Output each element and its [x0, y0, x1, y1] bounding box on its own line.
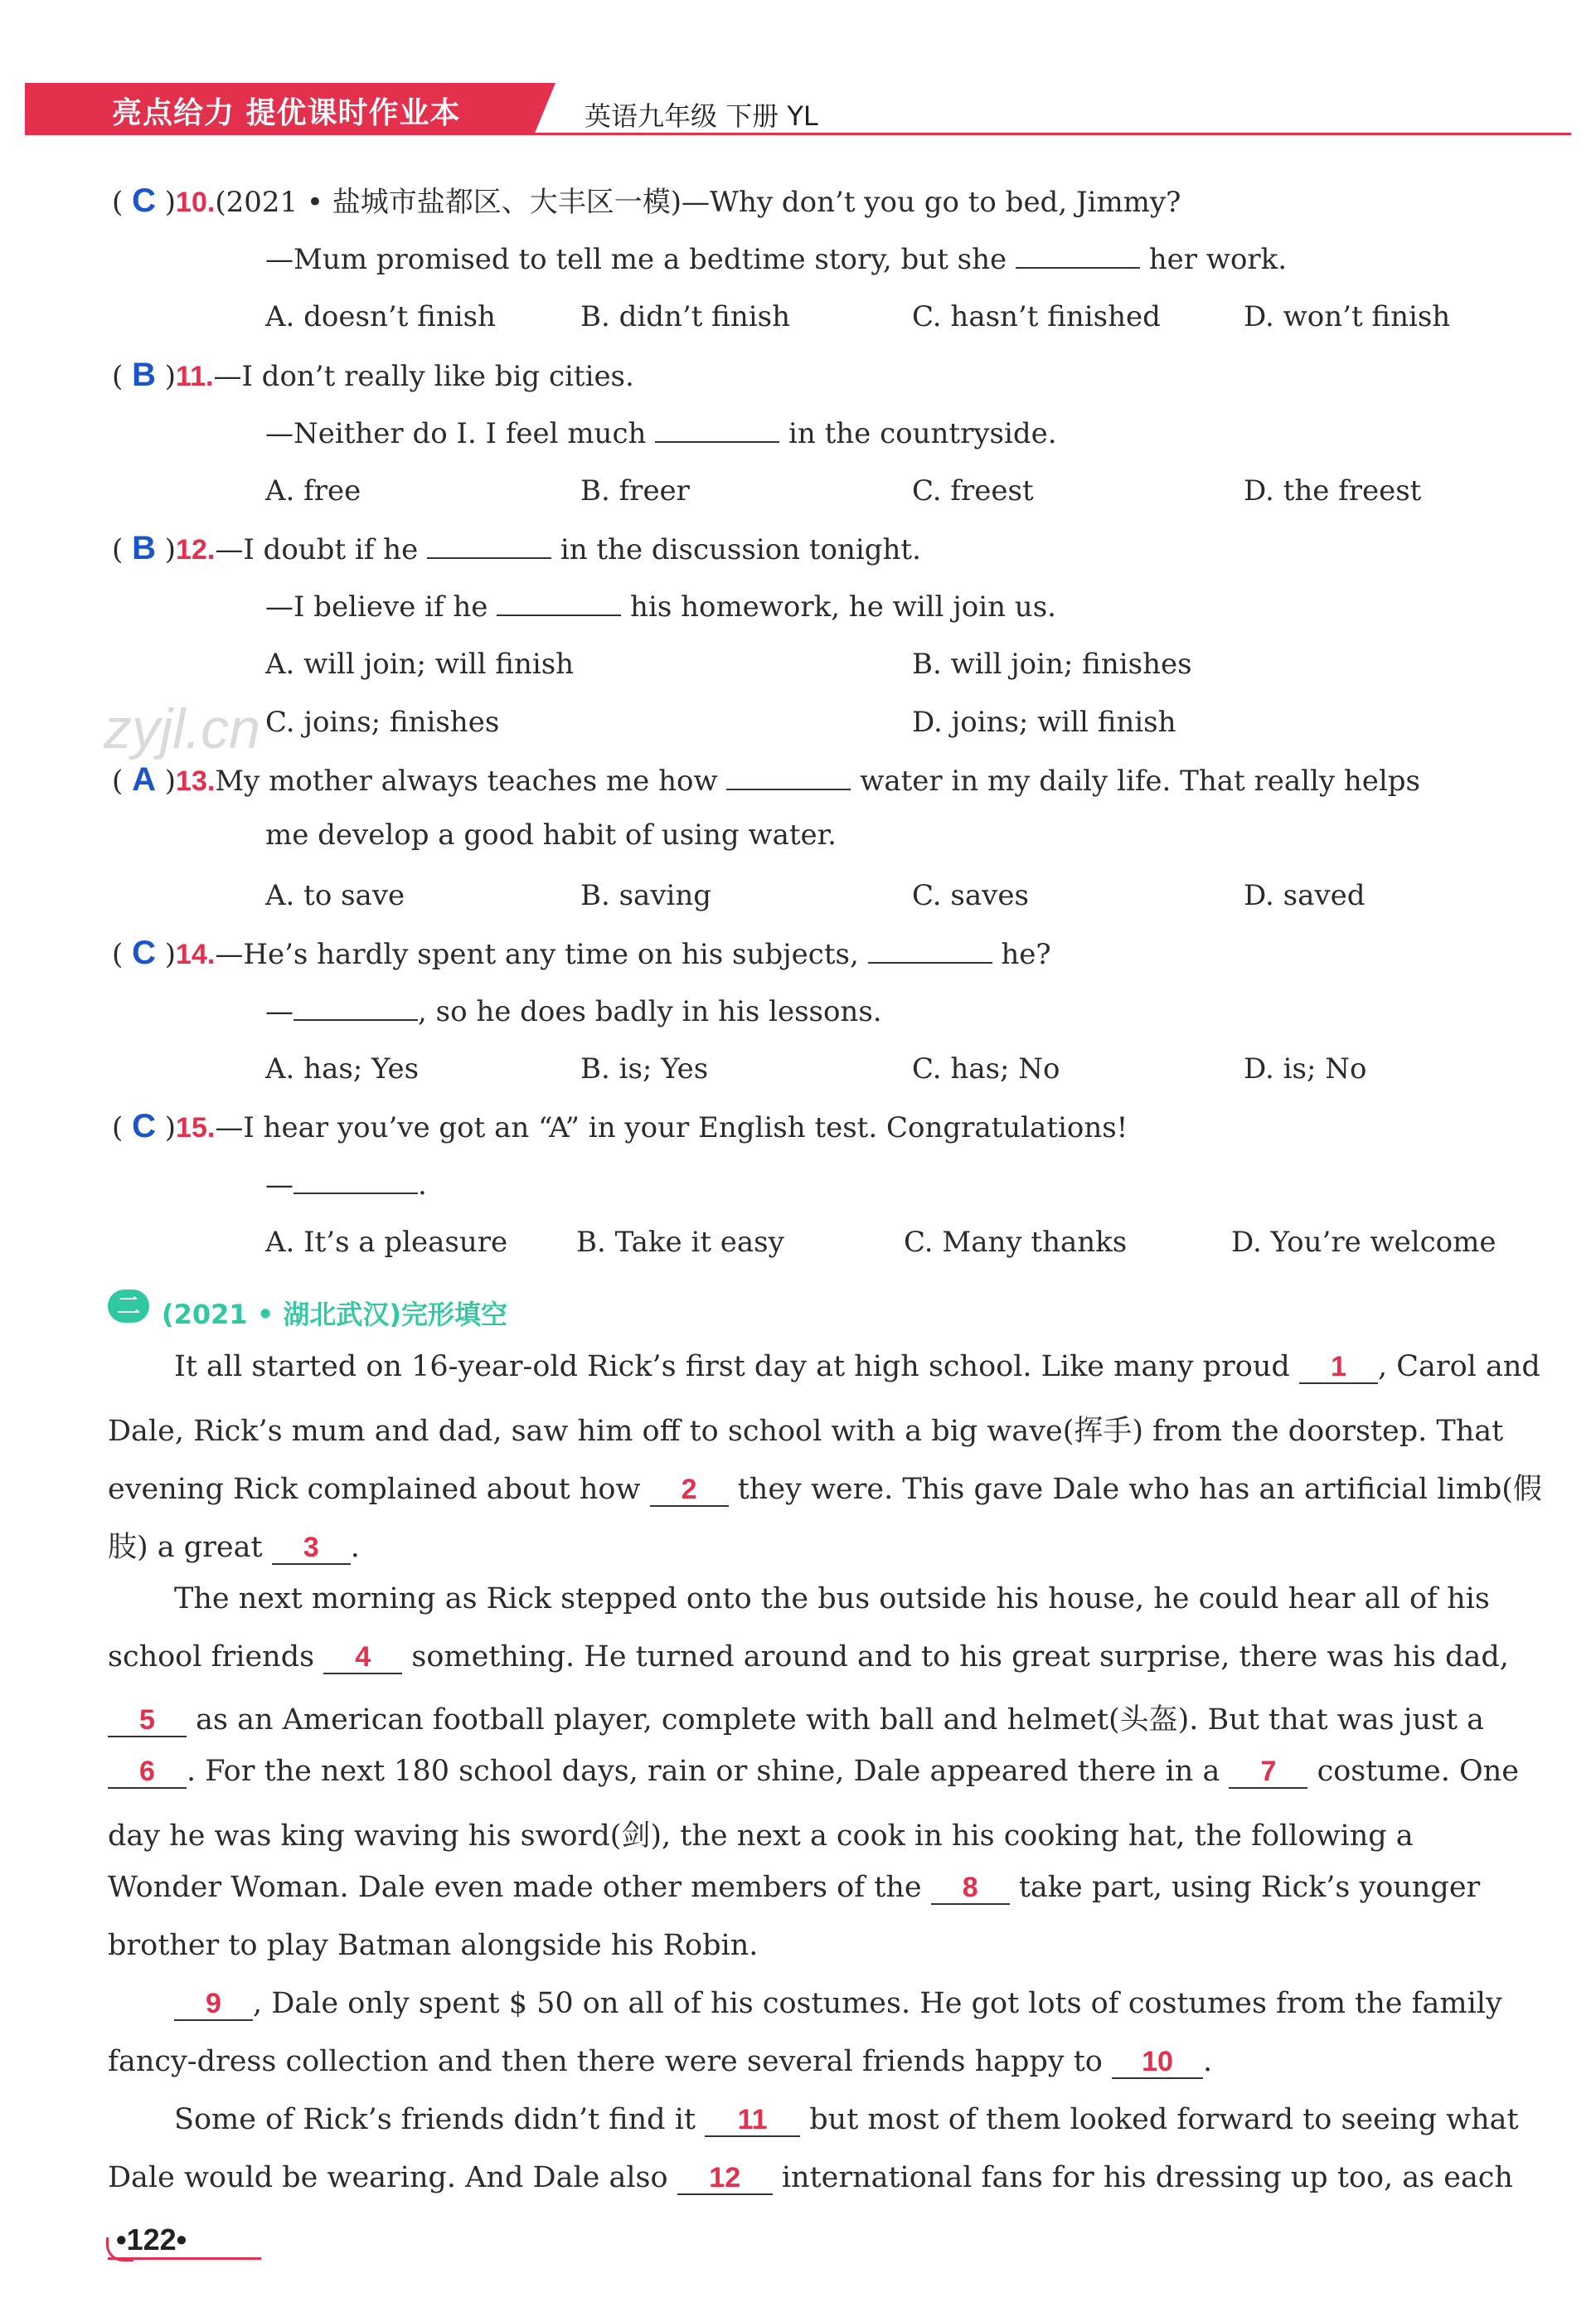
passage-line: 6 . For the next 180 school days, rain or shine, Dale appeared there in a 7 costume. One	[108, 1755, 1519, 1789]
passage-line: 5 as an American football player, complete with ball and helmet(头盔). But that was just a	[108, 1697, 1484, 1738]
option: D. joins; will finish	[912, 706, 1176, 739]
cloze-blank: 11	[705, 2104, 800, 2137]
option: C. joins; finishes	[265, 706, 500, 739]
question-line: me develop a good habit of using water.	[265, 819, 837, 852]
option: A. will join; will finish	[265, 648, 575, 681]
option: D. You’re welcome	[1231, 1226, 1497, 1259]
question-15: ( C )15.—I hear you’ve got an “A” in your English test. Congratulations!	[112, 1108, 1128, 1144]
option: C. saves	[912, 879, 1029, 912]
question-number: 13.	[176, 765, 216, 797]
option: B. didn’t finish	[580, 300, 790, 333]
option: A. to save	[265, 879, 405, 912]
question-number: 14.	[176, 939, 216, 970]
passage-line: Dale would be wearing. And Dale also 12 international fans for his dressing up too, as each	[108, 2161, 1513, 2194]
section-title: (2021 • 湖北武汉)完形填空	[162, 1299, 508, 1330]
passage-line: fancy-dress collection and then there were several friends happy to 10 .	[108, 2045, 1213, 2078]
passage-line: Dale, Rick’s mum and dad, saw him off to school with a big wave(挥手) from the doorstep. That	[108, 1415, 1504, 1448]
answer: B	[132, 357, 156, 393]
question-text: (2021 • 盐城市盐都区、大丰区一模)—Why don’t you go to bed, Jimmy?	[215, 186, 1181, 219]
cloze-blank: 10	[1112, 2046, 1203, 2079]
option: D. won’t finish	[1244, 300, 1451, 333]
question-text: —I hear you’ve got an “A” in your English test. Congratulations!	[215, 1111, 1128, 1144]
option: C. hasn’t finished	[912, 300, 1161, 333]
question-10: ( C )10.(2021 • 盐城市盐都区、大丰区一模)—Why don’t you go to bed, Jimmy?	[112, 182, 1181, 219]
passage-line: Some of Rick’s friends didn’t find it 11 but most of them looked forward to seeing what	[174, 2103, 1519, 2136]
option: D. saved	[1244, 879, 1366, 912]
option: B. saving	[580, 879, 712, 912]
answer-blank	[293, 994, 418, 1021]
question-number: 11.	[176, 361, 214, 392]
option: A. has; Yes	[265, 1052, 420, 1086]
passage-line: evening Rick complained about how 2 they were. This gave Dale who has an artificial limb(假	[108, 1473, 1542, 1506]
answer: C	[132, 1108, 156, 1144]
question-text: —I don’t really like big cities.	[213, 360, 634, 393]
option: C. Many thanks	[904, 1226, 1128, 1259]
option: B. is; Yes	[580, 1052, 709, 1086]
section-badge: 二	[108, 1290, 149, 1323]
book-subtitle: 英语九年级 下册 YL	[585, 100, 818, 132]
page-number: •122•	[116, 2222, 187, 2256]
passage-line: brother to play Batman alongside his Robin.	[108, 1929, 759, 1962]
question-number: 15.	[176, 1112, 216, 1144]
option: A. It’s a pleasure	[265, 1226, 508, 1259]
question-line: — , so he does badly in his lessons.	[265, 995, 882, 1028]
cloze-blank: 8	[931, 1872, 1010, 1905]
option: D. the freest	[1244, 474, 1422, 508]
question-14: ( C )14.—He’s hardly spent any time on his subjects, he?	[112, 935, 1051, 971]
answer: C	[132, 182, 156, 219]
book-title: 亮点给力 提优课时作业本	[112, 96, 461, 130]
answer-blank	[293, 1168, 418, 1194]
question-number: 12.	[176, 534, 216, 566]
answer-blank	[726, 764, 851, 790]
answer: C	[132, 935, 156, 971]
cloze-blank: 3	[272, 1532, 351, 1565]
passage-line: It all started on 16-year-old Rick’s first day at high school. Like many proud 1 , Carol and	[174, 1350, 1540, 1383]
answer: A	[132, 761, 156, 798]
option: B. will join; finishes	[912, 648, 1192, 681]
question-12: ( B )12.—I doubt if he in the discussion tonight.	[112, 530, 921, 566]
option: C. has; No	[912, 1052, 1060, 1086]
option: A. doesn’t finish	[265, 300, 496, 333]
answer-blank	[655, 416, 779, 443]
passage-line: day he was king waving his sword(剑), the next a cook in his cooking hat, the following a	[108, 1819, 1414, 1853]
cloze-blank: 4	[323, 1641, 402, 1674]
watermark: zyjl.cn	[104, 697, 260, 760]
option: B. Take it easy	[576, 1226, 784, 1259]
option: D. is; No	[1244, 1052, 1367, 1086]
answer-blank	[427, 532, 551, 559]
answer: B	[132, 530, 156, 566]
cloze-blank: 5	[108, 1704, 187, 1737]
passage-line: Wonder Woman. Dale even made other members of the 8 take part, using Rick’s younger	[108, 1871, 1481, 1904]
answer-blank	[497, 590, 621, 616]
question-13: ( A )13.My mother always teaches me how water in my daily life. That really helps	[112, 761, 1420, 798]
passage-line: 9 , Dale only spent $ 50 on all of his costumes. He got lots of costumes from the family	[174, 1987, 1502, 2021]
cloze-blank: 6	[108, 1756, 187, 1789]
passage-line: school friends 4 something. He turned around and to his great surprise, there was his dad,	[108, 1640, 1509, 1673]
question-line: —Neither do I. I feel much in the countryside.	[265, 417, 1057, 450]
cloze-blank: 2	[650, 1474, 729, 1507]
answer-blank	[1016, 242, 1140, 269]
question-11: ( B )11.—I don’t really like big cities.	[112, 357, 634, 393]
option: A. free	[265, 474, 361, 508]
cloze-blank: 9	[174, 1988, 253, 2021]
cloze-blank: 7	[1229, 1756, 1307, 1789]
page-number-rule	[108, 2257, 261, 2260]
question-line: —Mum promised to tell me a bedtime story, but she her work.	[265, 243, 1288, 276]
question-line: —I believe if he his homework, he will join us.	[265, 590, 1056, 624]
answer-blank	[868, 937, 992, 964]
cloze-blank: 1	[1299, 1351, 1378, 1384]
passage-line: The next morning as Rick stepped onto the bus outside his house, he could hear all of his	[174, 1582, 1490, 1615]
option: B. freer	[580, 474, 690, 508]
passage-line: 肢) a great 3 .	[108, 1531, 360, 1564]
question-number: 10.	[176, 187, 216, 218]
option: C. freest	[912, 474, 1034, 508]
question-line: — .	[265, 1168, 427, 1202]
cloze-blank: 12	[677, 2162, 773, 2195]
